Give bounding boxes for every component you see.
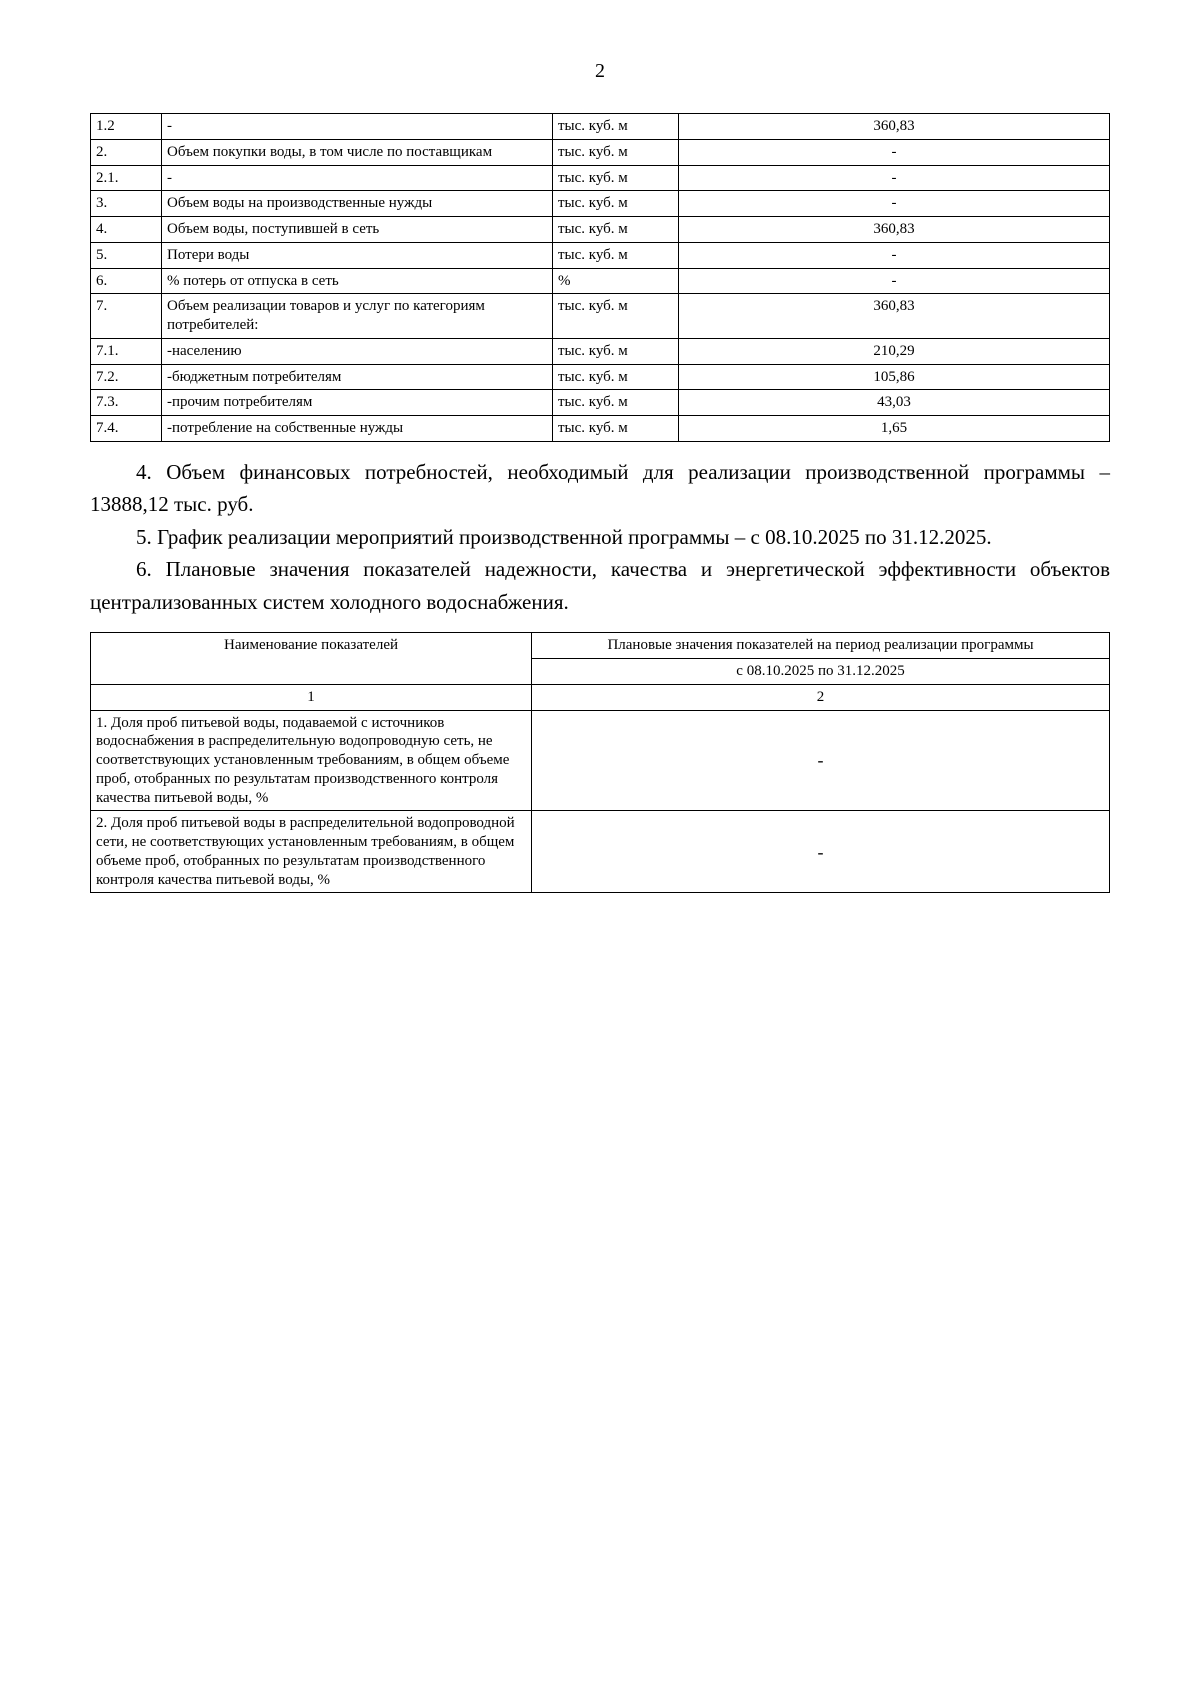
table-row xyxy=(91,294,1110,339)
table-row xyxy=(91,114,1110,140)
row-value: 1,65 xyxy=(679,416,1110,442)
document-page xyxy=(90,60,1110,893)
row-number: 7.1. xyxy=(91,338,162,364)
row-value: - xyxy=(679,268,1110,294)
row-value: 360,83 xyxy=(679,294,1110,339)
table-row xyxy=(91,390,1110,416)
row-number: 1.2 xyxy=(91,114,162,140)
row-unit: % xyxy=(553,268,679,294)
indicator-value: - xyxy=(532,710,1110,811)
indicator-name: 1. Доля проб питьевой воды, подаваемой с источников водоснабжения в распределительную водопроводную сеть, не соответствующих установленным требованиям, в общем объеме проб, отобранных по результатам производственного контроля качества питьевой воды, % xyxy=(91,710,532,811)
table-row xyxy=(91,364,1110,390)
table-row xyxy=(91,416,1110,442)
row-name: Объем покупки воды, в том числе по поставщикам xyxy=(162,139,553,165)
row-value: - xyxy=(679,242,1110,268)
row-name: % потерь от отпуска в сеть xyxy=(162,268,553,294)
table-row xyxy=(91,338,1110,364)
header-period: с 08.10.2025 по 31.12.2025 xyxy=(532,659,1110,685)
row-number: 3. xyxy=(91,191,162,217)
indicators-table xyxy=(90,632,1110,893)
table-row xyxy=(91,268,1110,294)
table-row xyxy=(91,165,1110,191)
table-row xyxy=(91,242,1110,268)
row-name: - xyxy=(162,114,553,140)
row-unit: тыс. куб. м xyxy=(553,139,679,165)
program-paragraphs xyxy=(90,456,1110,619)
row-value: 43,03 xyxy=(679,390,1110,416)
row-unit: тыс. куб. м xyxy=(553,114,679,140)
row-number: 2. xyxy=(91,139,162,165)
column-number-2: 2 xyxy=(532,684,1110,710)
row-unit: тыс. куб. м xyxy=(553,242,679,268)
indicator-value: - xyxy=(532,811,1110,893)
table-row xyxy=(91,710,1110,811)
production-volume-table xyxy=(90,113,1110,442)
table-row xyxy=(91,217,1110,243)
header-planned-values: Плановые значения показателей на период реализации программы xyxy=(532,633,1110,659)
row-unit: тыс. куб. м xyxy=(553,416,679,442)
row-number: 7.2. xyxy=(91,364,162,390)
row-name: -прочим потребителям xyxy=(162,390,553,416)
row-number: 2.1. xyxy=(91,165,162,191)
row-value: 360,83 xyxy=(679,114,1110,140)
row-value: - xyxy=(679,139,1110,165)
paragraph-schedule: 5. График реализации мероприятий производственной программы – с 08.10.2025 по 31.12.2025. xyxy=(136,524,992,549)
row-name: Потери воды xyxy=(162,242,553,268)
row-value: - xyxy=(679,191,1110,217)
row-number: 6. xyxy=(91,268,162,294)
row-name: Объем реализации товаров и услуг по категориям потребителей: xyxy=(162,294,553,339)
row-unit: тыс. куб. м xyxy=(553,191,679,217)
row-name: -потребление на собственные нужды xyxy=(162,416,553,442)
row-unit: тыс. куб. м xyxy=(553,294,679,339)
table-row xyxy=(91,191,1110,217)
row-value: - xyxy=(679,165,1110,191)
paragraph-financial-needs: 4. Объем финансовых потребностей, необходимый для реализации производственной программы – 13888,12 тыс. руб. xyxy=(90,459,1110,517)
row-number: 5. xyxy=(91,242,162,268)
row-value: 360,83 xyxy=(679,217,1110,243)
row-number: 7.4. xyxy=(91,416,162,442)
table-row xyxy=(91,139,1110,165)
row-name: Объем воды, поступившей в сеть xyxy=(162,217,553,243)
row-unit: тыс. куб. м xyxy=(553,390,679,416)
paragraph-indicators: 6. Плановые значения показателей надежности, качества и энергетической эффективности объектов централизованных систем холодного водоснабжения. xyxy=(90,557,1110,614)
header-indicator-name: Наименование показателей xyxy=(91,633,532,685)
row-unit: тыс. куб. м xyxy=(553,217,679,243)
row-name: -бюджетным потребителям xyxy=(162,364,553,390)
row-number: 4. xyxy=(91,217,162,243)
row-unit: тыс. куб. м xyxy=(553,364,679,390)
row-name: Объем воды на производственные нужды xyxy=(162,191,553,217)
row-number: 7.3. xyxy=(91,390,162,416)
row-name: -населению xyxy=(162,338,553,364)
row-name: - xyxy=(162,165,553,191)
page-number: 2 xyxy=(595,60,605,82)
table-row xyxy=(91,811,1110,893)
row-value: 105,86 xyxy=(679,364,1110,390)
row-unit: тыс. куб. м xyxy=(553,165,679,191)
column-number-1: 1 xyxy=(91,684,532,710)
row-number: 7. xyxy=(91,294,162,339)
indicator-name: 2. Доля проб питьевой воды в распределительной водопроводной сети, не соответствующих установленным требованиям, в общем объеме проб, отобранных по результатам производственного контроля качества питьевой воды, % xyxy=(91,811,532,893)
row-value: 210,29 xyxy=(679,338,1110,364)
row-unit: тыс. куб. м xyxy=(553,338,679,364)
